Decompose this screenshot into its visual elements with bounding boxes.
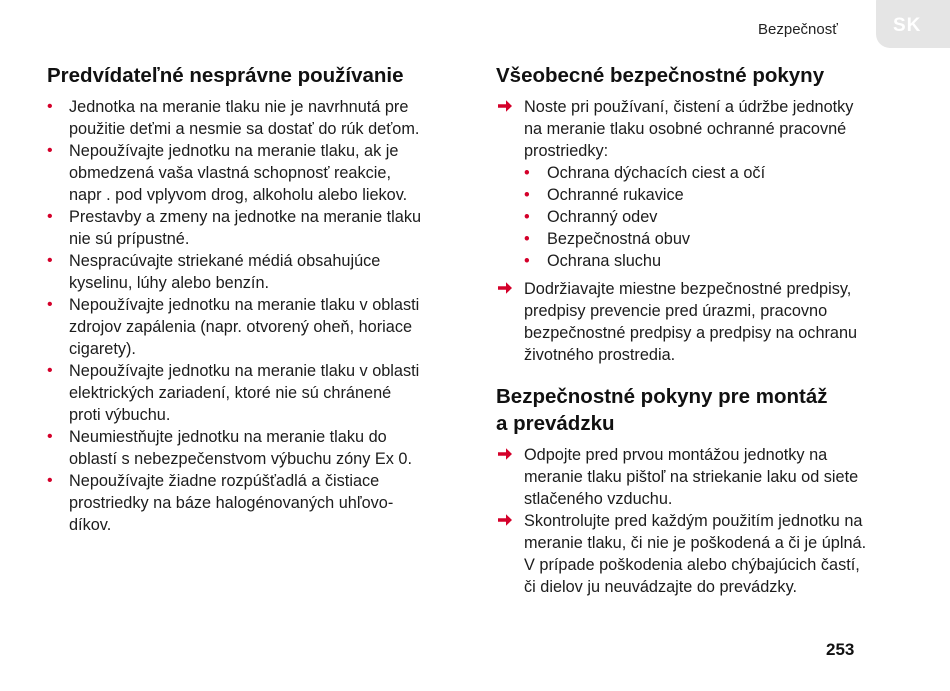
list-item	[47, 140, 477, 206]
line: cigarety).	[69, 340, 136, 358]
mounting-safety-heading	[496, 383, 916, 437]
line: Skontrolujte pred každým použitím jednotku na	[524, 512, 863, 530]
line: Nespracúvajte striekané médiá obsahujúce	[69, 252, 381, 270]
general-safety-heading: Všeobecné bezpečnostné pokyny	[496, 64, 825, 87]
bullet-dot-icon: •	[524, 208, 530, 226]
line: Noste pri používaní, čistení a údržbe jednotky	[524, 98, 854, 116]
ppe-list	[524, 162, 916, 272]
ppe-item: Ochranný odev	[547, 208, 658, 226]
general-safety-list	[496, 96, 916, 366]
line: díkov.	[69, 516, 112, 534]
bullet-dot-icon: •	[47, 472, 53, 489]
ppe-item: Ochrana sluchu	[547, 252, 662, 270]
bullet-dot-icon: •	[47, 208, 53, 225]
line: Nepoužívajte jednotku na meranie tlaku, ak je	[69, 142, 399, 160]
line: Prestavby a zmeny na jednotke na meranie tlaku	[69, 208, 422, 226]
list-item	[47, 96, 477, 140]
line: na meranie tlaku osobné ochranné pracovné	[524, 120, 847, 138]
line: nie sú prípustné.	[69, 230, 190, 248]
line: napr . pod vplyvom drog, alkoholu alebo liekov.	[69, 186, 408, 204]
list-item	[47, 470, 477, 536]
language-code: SK	[893, 15, 922, 36]
bullet-dot-icon: •	[47, 142, 53, 159]
language-tab	[876, 0, 950, 48]
list-item	[47, 250, 477, 294]
heading-line: Bezpečnostné pokyny pre montáž	[496, 385, 828, 408]
line: V prípade poškodenia alebo chýbajúcich častí,	[524, 556, 860, 574]
instruction-item	[496, 444, 916, 510]
bullet-dot-icon: •	[47, 428, 53, 445]
list-item	[47, 294, 477, 360]
red-arrow-right-icon	[496, 279, 514, 297]
bullet-dot-icon: •	[47, 252, 53, 269]
list-item	[47, 206, 477, 250]
header-title: Bezpečnosť	[758, 21, 838, 38]
bullet-dot-icon: •	[524, 186, 530, 204]
line: meranie tlaku pištoľ na striekanie laku od siete	[524, 468, 859, 486]
line: obmedzená vaša vlastná schopnosť reakcie,	[69, 164, 391, 182]
instruction-item	[496, 278, 916, 366]
red-arrow-right-icon	[496, 511, 514, 529]
left-column	[47, 62, 477, 536]
line: prostriedky na báze halogénovaných uhľovo-	[69, 494, 394, 512]
line: Nepoužívajte žiadne rozpúšťadlá a čistiace	[69, 472, 380, 490]
ppe-item: Bezpečnostná obuv	[547, 230, 691, 248]
instruction-item	[496, 96, 916, 272]
line: Dodržiavajte miestne bezpečnostné predpisy,	[524, 280, 852, 298]
list-item	[524, 184, 916, 206]
line: predpisy prevencie pred úrazmi, pracovno	[524, 302, 828, 320]
line: Odpojte pred prvou montážou jednotky na	[524, 446, 828, 464]
bullet-dot-icon: •	[524, 164, 530, 182]
list-item	[524, 228, 916, 250]
line: zdrojov zapálenia (napr. otvorený oheň, horiace	[69, 318, 413, 336]
line: stlačeného vzduchu.	[524, 490, 673, 508]
mounting-safety-list	[496, 444, 916, 598]
line: proti výbuchu.	[69, 406, 171, 424]
page-number: 253	[826, 640, 855, 659]
list-item	[47, 360, 477, 426]
line: kyselinu, lúhy alebo benzín.	[69, 274, 270, 292]
bullet-dot-icon: •	[47, 362, 53, 379]
list-item	[524, 162, 916, 184]
heading-line: a prevádzku	[496, 412, 615, 435]
red-arrow-right-icon	[496, 445, 514, 463]
line: elektrických zariadení, ktoré nie sú chránené	[69, 384, 392, 402]
list-item	[524, 206, 916, 228]
list-item	[47, 426, 477, 470]
bullet-dot-icon: •	[47, 296, 53, 313]
line: životného prostredia.	[524, 346, 676, 364]
line: oblastí s nebezpečenstvom výbuchu zóny Ex 0.	[69, 450, 413, 468]
list-item	[524, 250, 916, 272]
right-column	[496, 62, 916, 604]
line: Neumiestňujte jednotku na meranie tlaku do	[69, 428, 387, 446]
line: použitie deťmi a nesmie sa dostať do rúk deťom.	[69, 120, 420, 138]
line: meranie tlaku, či nie je poškodená a či je úplná.	[524, 534, 867, 552]
line: či dielov ju neuvádzajte do prevádzky.	[524, 578, 798, 596]
line: prostriedky:	[524, 142, 609, 160]
misuse-list	[47, 96, 477, 536]
bullet-dot-icon: •	[524, 252, 530, 270]
red-arrow-right-icon	[496, 97, 514, 115]
line: Jednotka na meranie tlaku nie je navrhnutá pre	[69, 98, 409, 116]
line: Nepoužívajte jednotku na meranie tlaku v oblasti	[69, 362, 420, 380]
ppe-item: Ochranné rukavice	[547, 186, 684, 204]
bullet-dot-icon: •	[47, 98, 53, 115]
line: bezpečnostné predpisy a predpisy na ochranu	[524, 324, 858, 342]
line: Nepoužívajte jednotku na meranie tlaku v oblasti	[69, 296, 420, 314]
instruction-item	[496, 510, 916, 598]
misuse-heading: Predvídateľné nesprávne používanie	[47, 64, 404, 87]
ppe-item: Ochrana dýchacích ciest a očí	[547, 164, 766, 182]
bullet-dot-icon: •	[524, 230, 530, 248]
